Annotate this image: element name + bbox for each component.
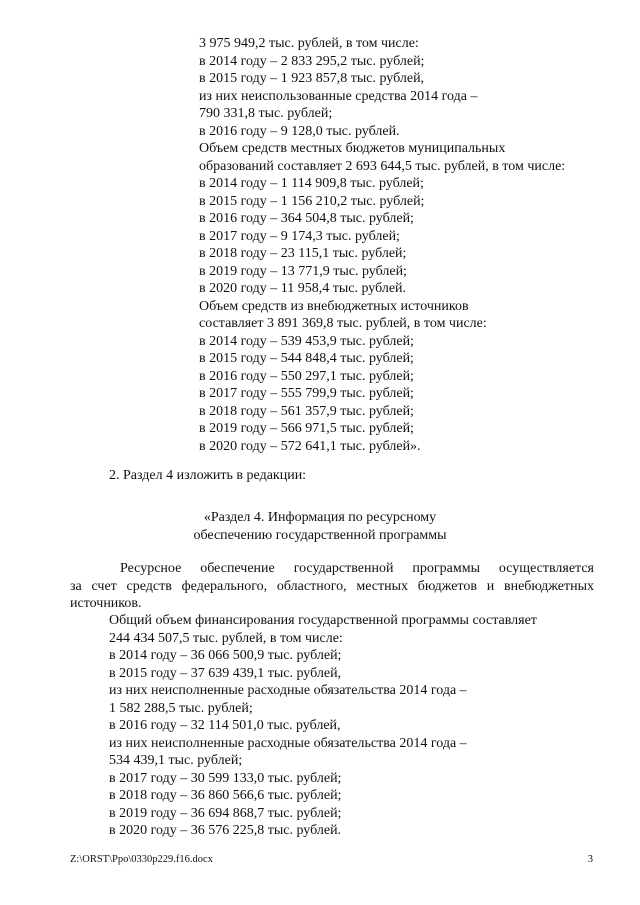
text-line: образований составляет 2 693 644,5 тыс. рублей, в том числе: — [199, 158, 566, 174]
page-number: 3 — [587, 854, 593, 865]
text-line: в 2018 году – 36 860 566,6 тыс. рублей; — [109, 788, 342, 803]
text-line: составляет 3 891 369,8 тыс. рублей, в том числе: — [199, 316, 487, 331]
paragraph-line: источников. — [70, 596, 142, 611]
text-line: 790 331,8 тыс. рублей; — [199, 106, 333, 121]
text-line: в 2016 году – 32 114 501,0 тыс. рублей, — [109, 718, 341, 733]
text-line: в 2019 году – 13 771,9 тыс. рублей; — [199, 263, 407, 279]
text-line: 1 582 288,5 тыс. рублей; — [109, 700, 253, 716]
text-line: в 2019 году – 566 971,5 тыс. рублей; — [199, 421, 414, 436]
text-line: в 2014 году – 36 066 500,9 тыс. рублей; — [109, 648, 342, 663]
text-line: из них неисполненные расходные обязательства 2014 года – — [109, 683, 467, 698]
text-line: в 2015 году – 544 848,4 тыс. рублей; — [199, 351, 414, 366]
text-line: в 2015 году – 1 156 210,2 тыс. рублей; — [199, 193, 425, 209]
footer-file-path: Z:\ORST\Ppo\0330p229.f16.docx — [70, 854, 213, 865]
list-item-2: 2. Раздел 4 изложить в редакции: — [109, 468, 307, 483]
text-line: в 2017 году – 9 174,3 тыс. рублей; — [199, 228, 400, 244]
text-line: в 2014 году – 2 833 295,2 тыс. рублей; — [199, 53, 425, 69]
text-line: 3 975 949,2 тыс. рублей, в том числе: — [199, 36, 419, 51]
text-line: из них неисполненные расходные обязательства 2014 года – — [109, 735, 467, 751]
text-line: в 2014 году – 539 453,9 тыс. рублей; — [199, 333, 414, 349]
text-line: в 2019 году – 36 694 868,7 тыс. рублей; — [109, 805, 342, 821]
text-line: в 2017 году – 555 799,9 тыс. рублей; — [199, 386, 414, 401]
text-line: в 2018 году – 561 357,9 тыс. рублей; — [199, 403, 414, 419]
text-line: в 2017 году – 30 599 133,0 тыс. рублей; — [109, 770, 342, 786]
text-line: в 2020 году – 572 641,1 тыс. рублей». — [199, 438, 421, 454]
text-line: 534 439,1 тыс. рублей; — [109, 753, 243, 768]
text-line: 244 434 507,5 тыс. рублей, в том числе: — [109, 630, 343, 646]
text-line: в 2016 году – 550 297,1 тыс. рублей; — [199, 368, 414, 384]
text-line: в 2016 году – 364 504,8 тыс. рублей; — [199, 211, 414, 226]
text-line: Общий объем финансирования государственной программы составляет — [109, 613, 537, 628]
paragraph-line: Ресурсное обеспечение государственной программы осуществляется — [120, 561, 594, 576]
text-line: в 2014 году – 1 114 909,8 тыс. рублей; — [199, 176, 424, 191]
text-line: в 2018 году – 23 115,1 тыс. рублей; — [199, 246, 407, 261]
text-line: Объем средств местных бюджетов муниципальных — [199, 141, 506, 156]
paragraph-line: за счет средств федерального, областного, местных бюджетов и внебюджетных — [70, 578, 594, 594]
section-title-line: «Раздел 4. Информация по ресурсному — [203, 510, 437, 525]
text-line: в 2015 году – 1 923 857,8 тыс. рублей, — [199, 71, 425, 86]
text-line: в 2016 году – 9 128,0 тыс. рублей. — [199, 123, 400, 139]
text-line: в 2015 году – 37 639 439,1 тыс. рублей, — [109, 665, 342, 681]
text-line: Объем средств из внебюджетных источников — [199, 298, 469, 314]
text-line: в 2020 году – 36 576 225,8 тыс. рублей. — [109, 823, 342, 838]
text-line: в 2020 году – 11 958,4 тыс. рублей. — [199, 281, 407, 296]
text-line: из них неиспользованные средства 2014 года – — [199, 88, 478, 104]
section-title-line: обеспечению государственной программы — [193, 528, 447, 543]
